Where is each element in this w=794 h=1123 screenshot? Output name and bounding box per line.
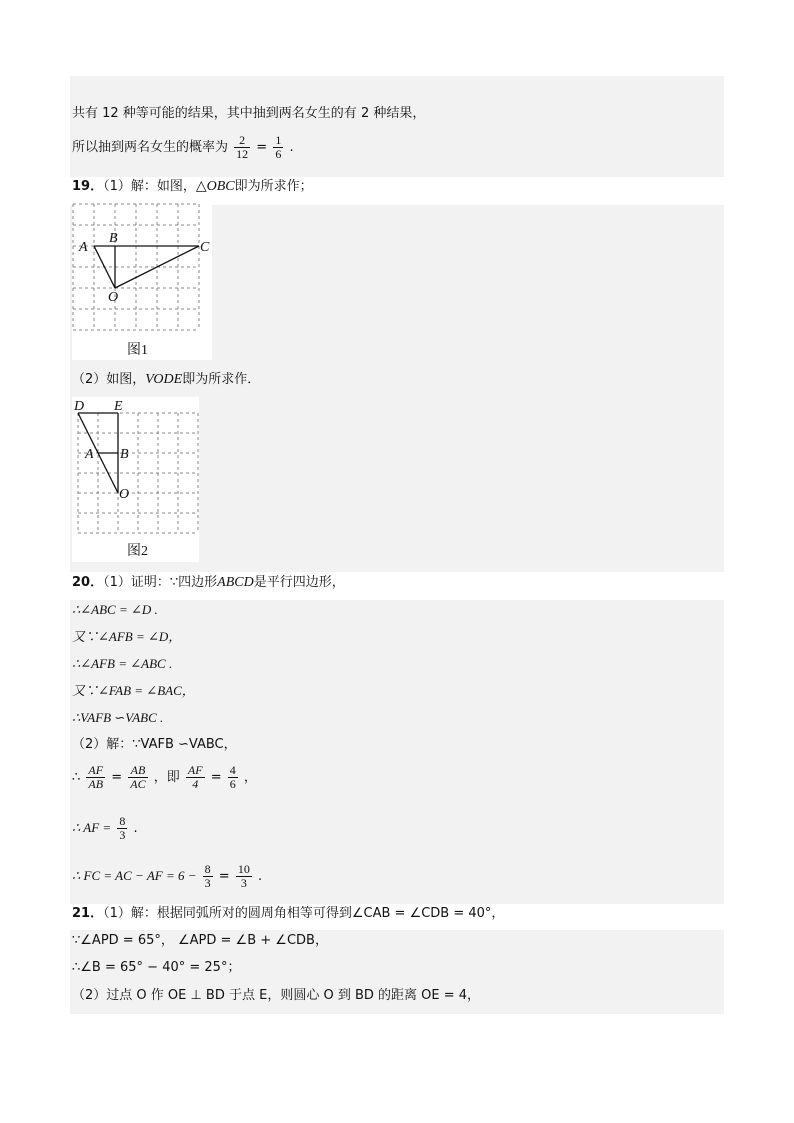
point-label: C <box>200 240 210 255</box>
q18-line-2: 所以抽到两名女生的概率为 $\frac{2}{12}$ = $\frac{1}{6}$ . <box>72 133 294 161</box>
point-label: E <box>114 399 123 414</box>
point-label: A <box>79 240 88 255</box>
fraction: $\frac{10}{3}$ <box>237 862 250 890</box>
q20-line-9: ∴ AF = $\frac{8}{3}$ . <box>72 814 138 842</box>
q20-line-8: ∴ $\frac{AF}{AB}$ = $\frac{AB}{AC}$ ，即 $\frac{AF}{4}$ = $\frac{4}{6}$ ， <box>72 763 257 791</box>
figure-2-graphic <box>72 397 199 562</box>
q21-line-4: （2）过点 O 作 OE ⊥ BD 于点 E，则圆心 O 到 BD 的距离 OE = 4， <box>72 988 481 1003</box>
q18-line-1 <box>72 105 425 123</box>
figure-1-graphic <box>72 203 212 360</box>
point-label: D <box>74 399 85 414</box>
fraction: $\frac{1}{6}$ <box>275 133 282 161</box>
point-label: O <box>119 487 130 502</box>
q20-line-5: 又∵∠FAB = ∠BAC， <box>72 683 195 698</box>
question-number: 21． <box>72 906 104 921</box>
figure-caption: 图2 <box>127 544 148 559</box>
point-label: A <box>85 447 94 462</box>
fraction: $\frac{8}{3}$ <box>204 862 211 890</box>
fraction: $\frac{2}{12}$ <box>236 133 249 161</box>
q20-line-6: ∴VAFB ∽VABC . <box>72 710 164 725</box>
fraction: $\frac{AF}{AB}$ <box>88 763 104 791</box>
fraction: $\frac{AB}{AC}$ <box>130 763 146 791</box>
point-label: B <box>120 447 129 462</box>
figure-caption: 图1 <box>127 343 148 358</box>
point-label: O <box>108 290 119 305</box>
q20-line-10: ∴ FC = AC − AF = 6 − $\frac{8}{3}$ = $\frac{10}{3}$ . <box>72 862 263 890</box>
q19-part2: （2）如图，VODE即为所求作． <box>72 372 261 387</box>
figure-2 <box>72 397 199 562</box>
highlight-band <box>70 76 724 177</box>
point-label: B <box>109 231 118 246</box>
q19-header: 19．（1）解：如图，△OBC即为所求作； <box>72 179 313 194</box>
q21-line-2: ∵∠APD = 65°， ∠APD = ∠B + ∠CDB， <box>72 933 328 948</box>
q21-line-3: ∴∠B = 65° − 40° = 25°； <box>72 960 241 975</box>
q20-line-3: 又∵∠AFB = ∠D， <box>72 629 182 644</box>
q20-header: 20．（1）证明：∵四边形ABCD是平行四边形， <box>72 575 345 590</box>
q21-header: 21．（1）解：根据同弧所对的圆周角相等可得到∠CAB = ∠CDB = 40°， <box>72 906 505 921</box>
fraction: $\frac{AF}{4}$ <box>187 763 203 791</box>
q18-text: 共有 12 种等可能的结果，其中抽到两名女生的有 2 种结果， <box>72 106 426 121</box>
q18-text: 所以抽到两名女生的概率为 <box>72 140 229 155</box>
figure-1 <box>72 203 212 360</box>
q20-line-4: ∴∠AFB = ∠ABC . <box>72 656 173 671</box>
fraction: $\frac{8}{3}$ <box>119 814 126 842</box>
q20-line-7: （2）解：∵VAFB ∽VABC， <box>72 737 237 752</box>
fraction: $\frac{4}{6}$ <box>229 763 236 791</box>
question-number: 20． <box>72 575 104 590</box>
question-number: 19． <box>72 179 104 194</box>
q20-line-2: ∴∠ABC = ∠D . <box>72 602 158 617</box>
